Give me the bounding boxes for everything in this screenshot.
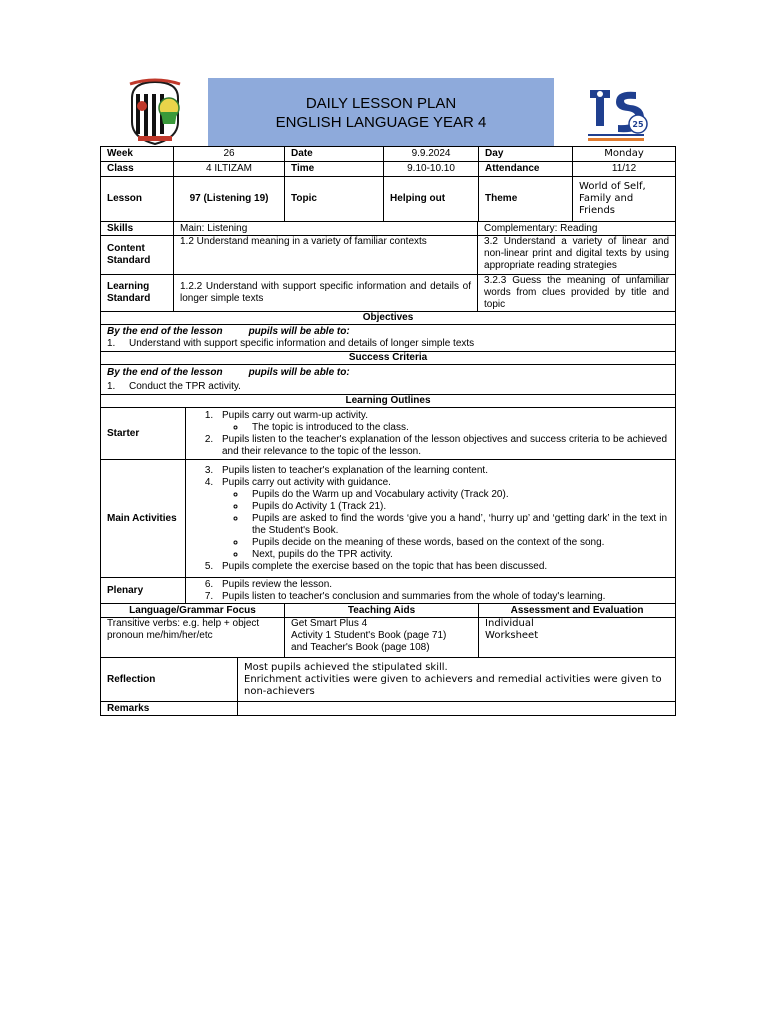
skills-label: Skills	[101, 222, 174, 236]
week-label: Week	[101, 147, 174, 162]
row-objectives-heading	[101, 312, 676, 325]
main-activities-label: Main Activities	[101, 460, 186, 578]
row-main-activities	[101, 460, 676, 578]
assessment-text: Individual Worksheet	[479, 618, 676, 658]
success-intro-b: pupils will be able to:	[248, 366, 350, 378]
plenary-content	[186, 578, 676, 604]
objectives-intro-b: pupils will be able to:	[248, 326, 350, 337]
date-label: Date	[285, 147, 384, 162]
success-intro-a: By the end of the lesson	[107, 366, 223, 378]
row-lesson	[101, 177, 676, 222]
title-banner	[208, 78, 554, 146]
plenary-step-7: 7. Pupils listen to teacher's conclusion and summaries from the whole of today's learning.	[216, 591, 669, 603]
objectives-item-number: 1.	[107, 338, 116, 349]
lesson-label: Lesson	[101, 177, 174, 222]
grammar-focus-heading: Language/Grammar Focus	[101, 604, 285, 618]
row-skills	[101, 222, 676, 236]
starter-step-1: 1. Pupils carry out warm-up activity. ◦ The topic is introduced to the class.	[216, 410, 667, 434]
time-value: 9.10-10.10	[384, 162, 479, 177]
reflection-text: Most pupils achieved the stipulated skill. Enrichment activities were given to achievers and remedial activities were given to non-achievers	[238, 658, 676, 702]
main-step-3: 3. Pupils listen to teacher's explanation of the learning content.	[216, 465, 667, 477]
row-outlines-heading	[101, 395, 676, 408]
success-criteria-heading: Success Criteria	[101, 352, 676, 365]
class-label: Class	[101, 162, 174, 177]
learning-standard-main: 1.2.2 Understand with support specific information and details of longer simple texts	[174, 275, 478, 312]
document-header	[100, 78, 675, 146]
success-criteria-content	[101, 365, 676, 395]
row-class	[101, 162, 676, 177]
row-week	[101, 147, 676, 162]
row-focus	[101, 618, 676, 658]
plenary-step-6: 6. Pupils review the lesson.	[216, 579, 669, 591]
row-success-heading	[101, 352, 676, 365]
ts25-logo	[584, 80, 648, 144]
skills-complementary: Complementary: Reading	[478, 222, 676, 236]
lesson-value: 97 (Listening 19)	[174, 177, 285, 222]
objectives-item: Understand with support specific information and details of longer simple texts	[129, 338, 475, 349]
row-starter	[101, 408, 676, 460]
reflection-label: Reflection	[101, 658, 238, 702]
row-learning-standard	[101, 275, 676, 312]
content-standard-label: Content Standard	[101, 236, 174, 275]
day-label: Day	[479, 147, 573, 162]
main-bullet: ◦ Next, pupils do the TPR activity.	[246, 549, 667, 561]
content-standard-complementary: 3.2 Understand a variety of linear and non-linear print and digital texts by using appropriate reading strategies	[478, 236, 676, 275]
document-title: DAILY LESSON PLAN	[305, 95, 457, 112]
learning-outlines-heading: Learning Outlines	[101, 395, 676, 408]
main-bullet: ◦ Pupils do Activity 1 (Track 21).	[246, 501, 667, 513]
objectives-content	[101, 325, 676, 352]
success-item-number: 1.	[107, 380, 116, 392]
starter-label: Starter	[101, 408, 186, 460]
topic-label: Topic	[285, 177, 384, 222]
day-value: Monday	[573, 147, 676, 162]
attendance-value: 11/12	[573, 162, 676, 177]
learning-standard-complementary: 3.2.3 Guess the meaning of unfamiliar words from clues provided by title and topic	[478, 275, 676, 312]
starter-bullet: ◦ The topic is introduced to the class.	[246, 422, 667, 434]
row-reflection	[101, 658, 676, 702]
week-value: 26	[174, 147, 285, 162]
document-subtitle: ENGLISH LANGUAGE YEAR 4	[275, 114, 487, 131]
row-remarks	[101, 702, 676, 716]
topic-value: Helping out	[384, 177, 479, 222]
starter-step-2: 2. Pupils listen to the teacher's explanation of the lesson objectives and success criteria to be achieved and their relevance to the topic of the lesson.	[216, 434, 667, 458]
row-objectives	[101, 325, 676, 352]
date-value: 9.9.2024	[384, 147, 479, 162]
success-item: Conduct the TPR activity.	[129, 380, 241, 392]
row-success-criteria	[101, 365, 676, 395]
teaching-aids-text: Get Smart Plus 4 Activity 1 Student's Book (page 71) and Teacher's Book (page 108)	[285, 618, 479, 658]
remarks-label: Remarks	[101, 702, 238, 716]
time-label: Time	[285, 162, 384, 177]
main-bullet: ◦ Pupils are asked to find the words ‘give you a hand’, ‘hurry up’ and ‘getting dark’ in the text in the Student's Book.	[246, 513, 667, 537]
main-step-5: 5. Pupils complete the exercise based on the topic that has been discussed.	[216, 561, 667, 573]
lesson-plan-table	[100, 146, 676, 716]
learning-standard-label: Learning Standard	[101, 275, 174, 312]
theme-value: World of Self, Family and Friends	[573, 177, 676, 222]
attendance-label: Attendance	[479, 162, 573, 177]
row-content-standard	[101, 236, 676, 275]
grammar-focus-text: Transitive verbs: e.g. help + object pronoun me/him/her/etc	[101, 618, 285, 658]
starter-content	[186, 408, 676, 460]
school-crest-logo	[124, 78, 186, 146]
content-standard-main: 1.2 Understand meaning in a variety of familiar contexts	[174, 236, 478, 275]
teaching-aids-heading: Teaching Aids	[285, 604, 479, 618]
row-plenary	[101, 578, 676, 604]
plenary-label: Plenary	[101, 578, 186, 604]
assessment-heading: Assessment and Evaluation	[479, 604, 676, 618]
class-value: 4 ILTIZAM	[174, 162, 285, 177]
theme-label: Theme	[479, 177, 573, 222]
skills-main: Main: Listening	[174, 222, 478, 236]
svg-text:25: 25	[632, 120, 644, 129]
main-bullet: ◦ Pupils do the Warm up and Vocabulary activity (Track 20).	[246, 489, 667, 501]
row-focus-headings	[101, 604, 676, 618]
main-bullet: ◦ Pupils decide on the meaning of these words, based on the context of the song.	[246, 537, 667, 549]
main-activities-content	[186, 460, 676, 578]
remarks-text	[238, 702, 676, 716]
main-step-4: 4. Pupils carry out activity with guidance. ◦ Pupils do the Warm up and Vocabulary activity (Track 20). ◦ Pupils do Activity 1 (Track 21). ◦ Pupils are asked to find the words ‘give you a hand’, ‘hurry up’ and ‘getting dark’ in the text in the Student's Book. ◦ Pupils decide on the meaning of these words, based on the context of the song. ◦ Next, pupils do the TPR activity.	[216, 477, 667, 561]
objectives-heading: Objectives	[101, 312, 676, 325]
objectives-intro-a: By the end of the lesson	[107, 326, 223, 337]
